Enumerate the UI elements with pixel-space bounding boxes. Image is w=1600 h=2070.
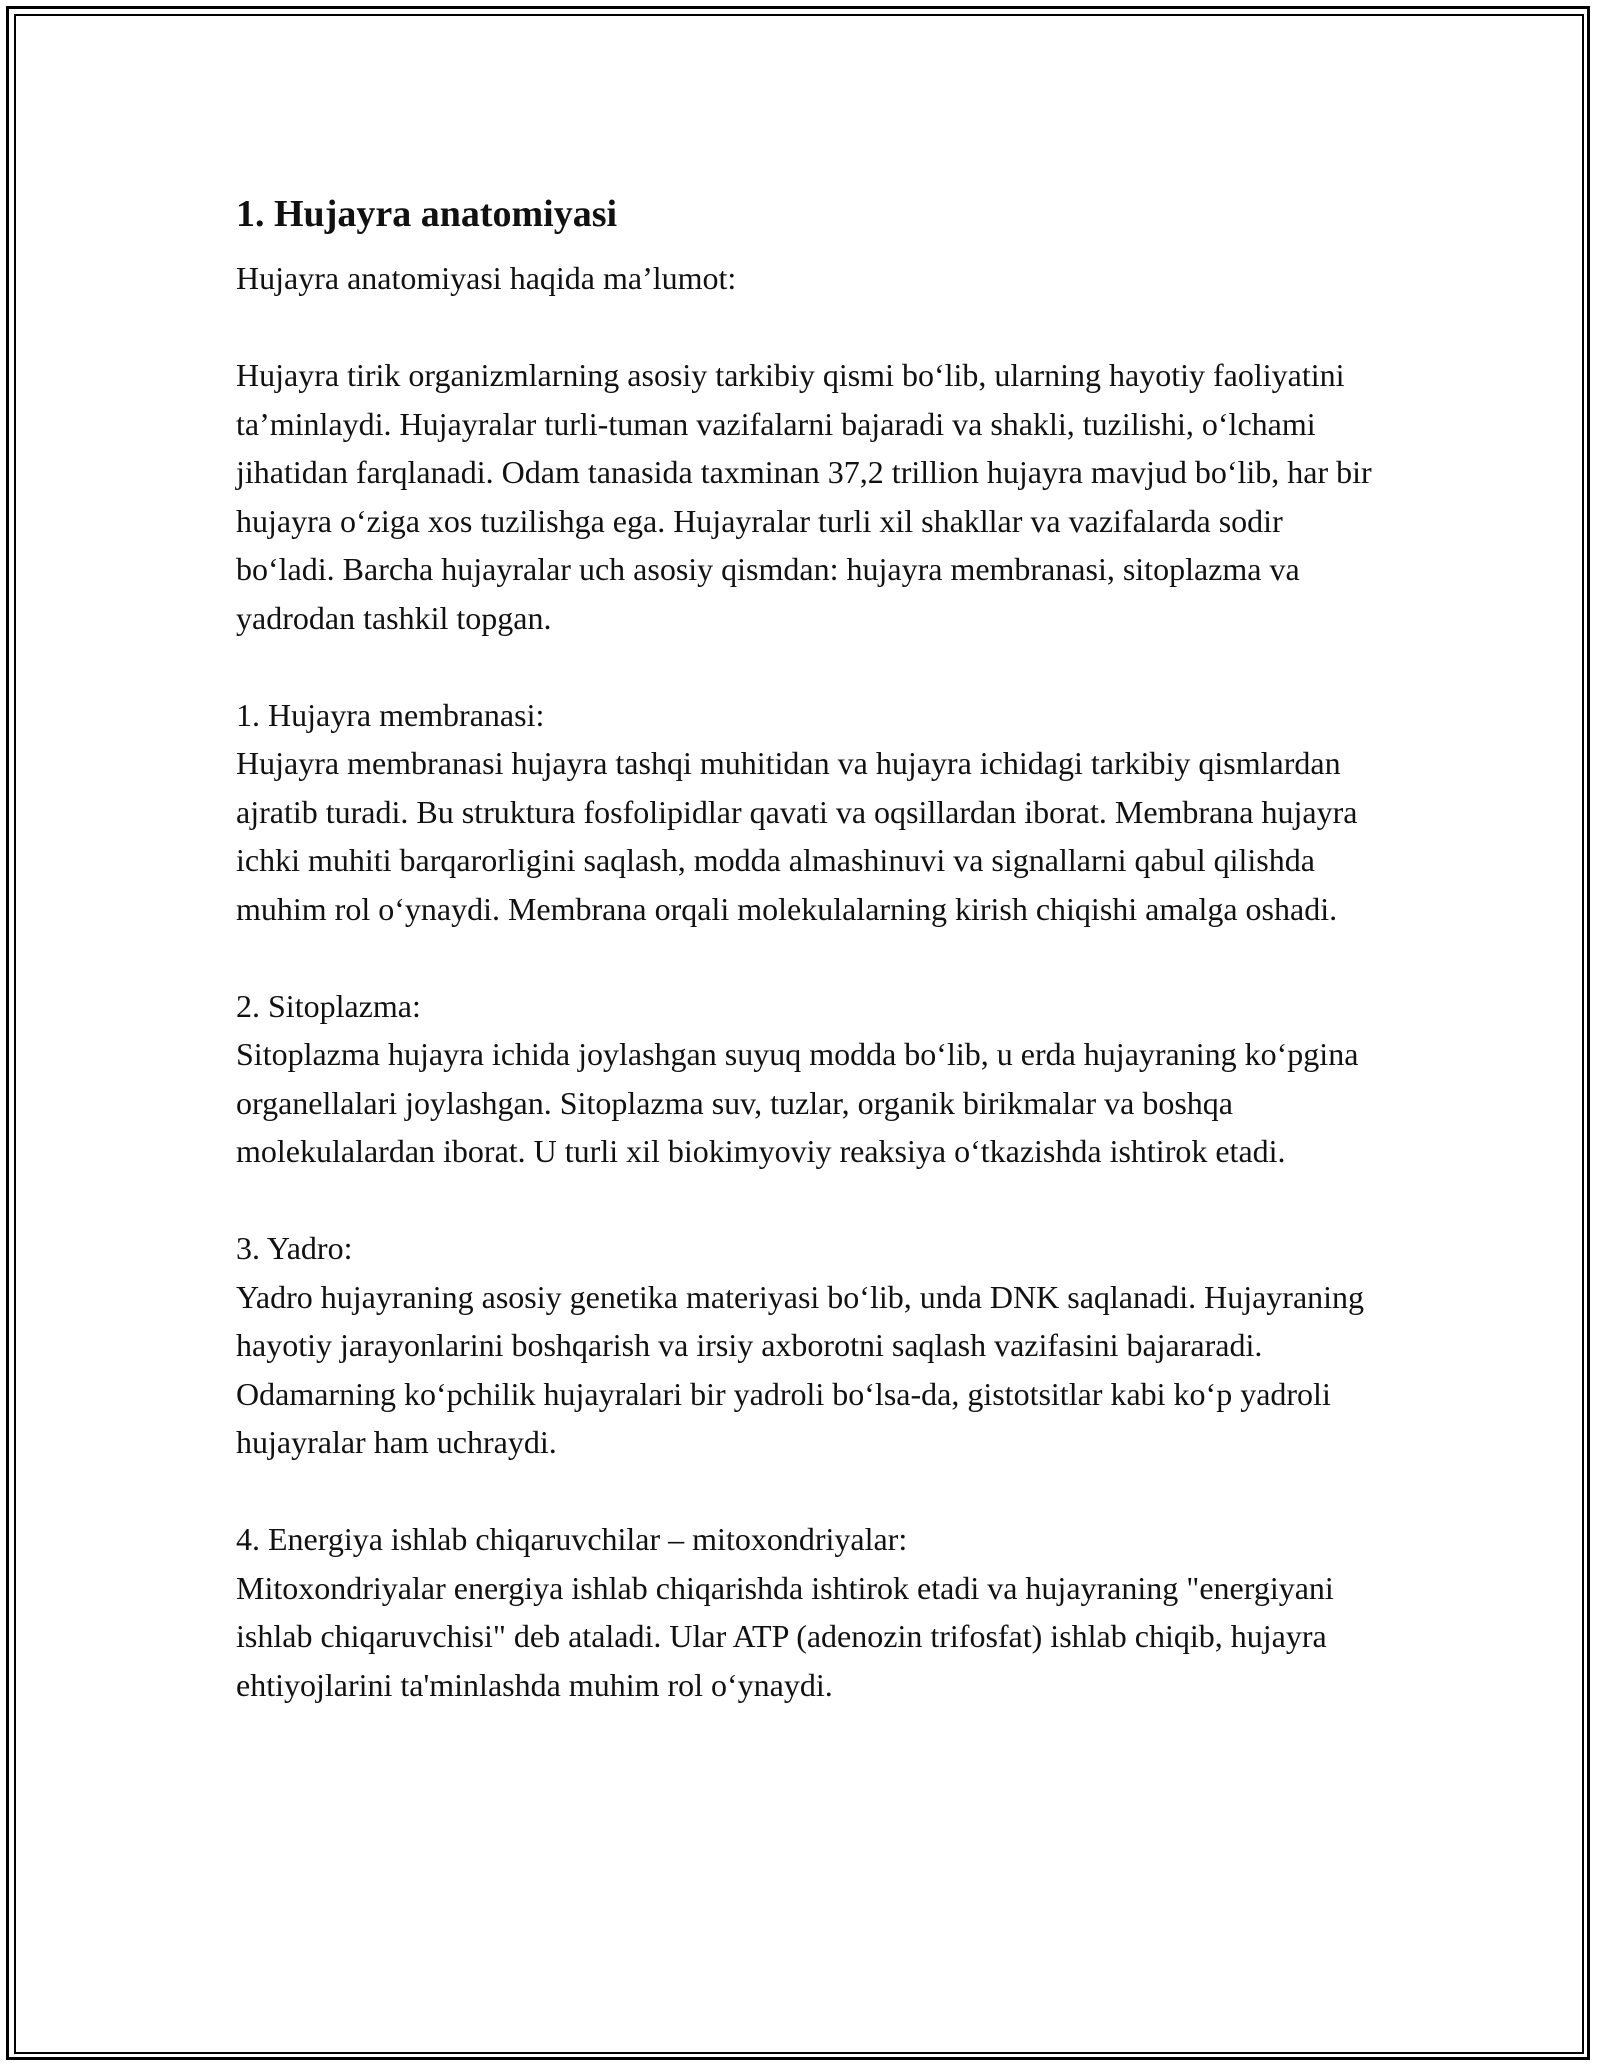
section-heading: 3. Yadro: xyxy=(236,1230,353,1266)
document-title: 1. Hujayra anatomiyasi xyxy=(236,193,618,235)
spacer xyxy=(236,933,1376,982)
section-heading: 1. Hujayra membranasi: xyxy=(236,696,545,733)
section-body: Hujayra membranasi hujayra tashqi muhitidan va hujayra ichidagi tarkibiy qismlardan ajratib turadi. Bu struktura fosfolipidlar qavati va oqsillardan iborat. Membrana hujayra ichki muhiti barqarorligini saqlash, modda almashinuvi va signallarni qabul qilishda muhim rol o‘ynaydi. Membrana orqali molekulalarning kirish chiqishi amalga oshadi. xyxy=(236,745,1358,927)
overview-paragraph: Hujayra tirik organizmlarning asosiy tarkibiy qismi bo‘lib, ularning hayotiy faoliyatini ta’minlaydi. Hujayralar turli-tuman vazifalarni bajaradi va shakli, tuzilishi, o‘lchami jihatidan farqlanadi. Odam tanasida taxminan 37,2 trillion hujayra mavjud bo‘lib, har bir hujayra o‘ziga xos tuzilishga ega. Hujayralar turli xil shakllar va vazifalarda sodir bo‘ladi. Barcha hujayralar uch asosiy qismdan: hujayra membranasi, sitoplazma va yadrodan tashkil topgan. xyxy=(236,357,1372,636)
section-body: Yadro hujayraning asosiy genetika materiyasi bo‘lib, unda DNK saqlanadi. Hujayraning hayotiy jarayonlarini boshqarish va irsiy axborotni saqlash vazifasini bajararadi. Odamarning ko‘pchilik hujayralari bir yadroli bo‘lsa-da, gistotsitlar kabi ko‘p yadroli hujayralar ham uchraydi. xyxy=(236,1278,1365,1460)
section-body: Mitoxondriyalar energiya ishlab chiqarishda ishtirok etadi va hujayraning "energiyani ishlab chiqaruvchisi" deb ataladi. Ular ATP (adenozin trifosfat) ishlab chiqib, hujayra ehtiyojlarini ta'minlashda muhim rol o‘ynaydi. xyxy=(236,1569,1334,1703)
spacer xyxy=(236,642,1376,691)
spacer xyxy=(236,1467,1376,1516)
section-nucleus xyxy=(236,1224,1376,1467)
section-cytoplasm xyxy=(236,982,1376,1176)
section-membrane xyxy=(236,691,1376,934)
section-heading: 2. Sitoplazma: xyxy=(236,987,421,1024)
spacer xyxy=(236,1176,1376,1225)
intro-line: Hujayra anatomiyasi haqida ma’lumot: xyxy=(236,260,737,296)
section-heading: 4. Energiya ishlab chiqaruvchilar – mitoxondriyalar: xyxy=(236,1521,908,1557)
spacer xyxy=(236,303,1376,352)
section-body: Sitoplazma hujayra ichida joylashgan suyuq modda bo‘lib, u erda hujayraning ko‘pgina organellalari joylashgan. Sitoplazma suv, tuzlar, organik birikmalar va boshqa molekulalardan iborat. U turli xil biokimyoviy reaksiya o‘tkazishda ishtirok etadi. xyxy=(236,1036,1359,1169)
section-mitochondria xyxy=(236,1515,1376,1709)
document-body xyxy=(236,186,1376,1709)
